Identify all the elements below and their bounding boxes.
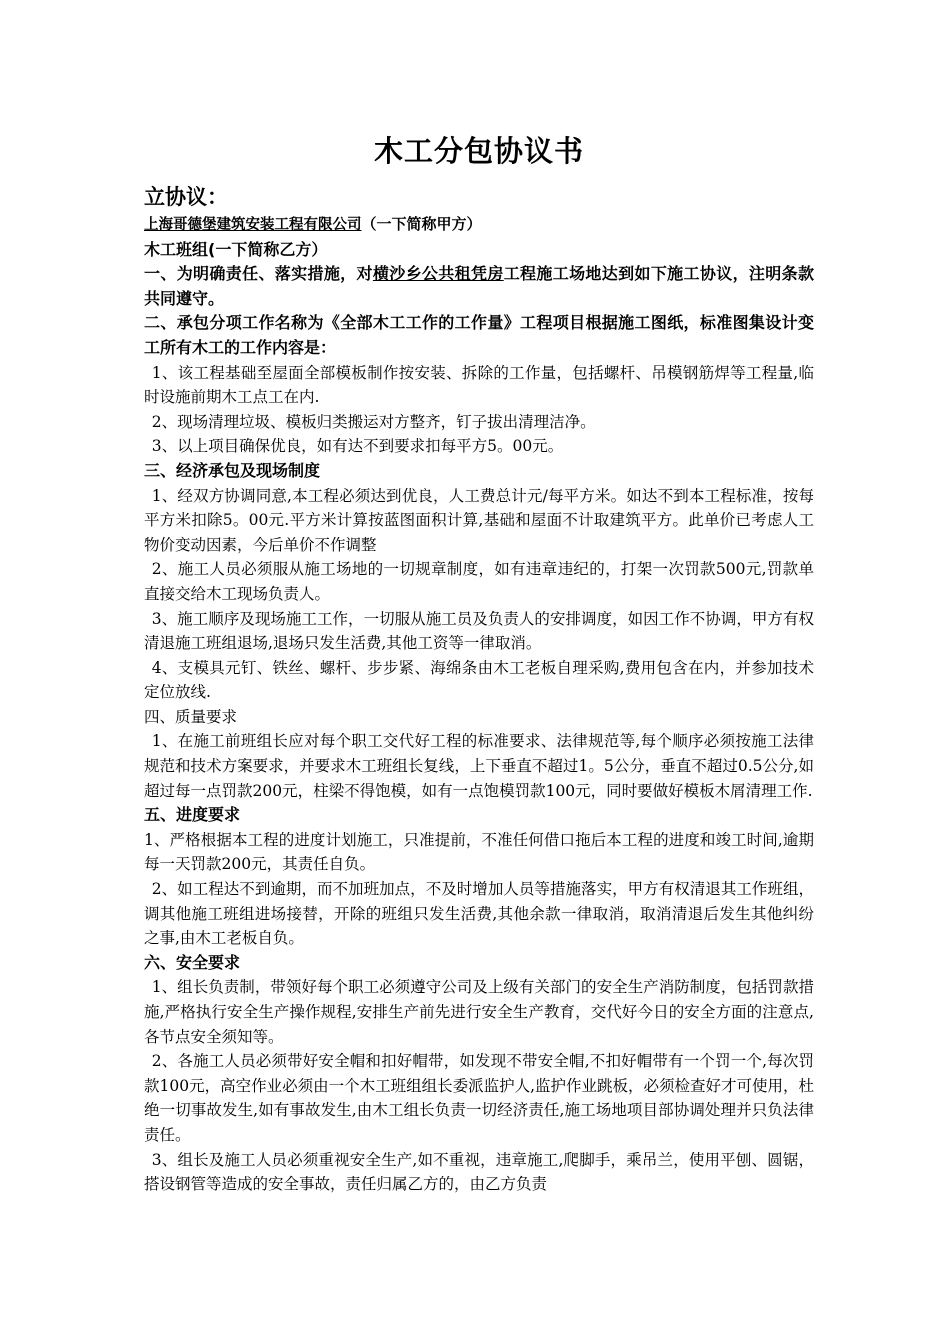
section-2-heading: 二、承包分项工作名称为《全部木工工作的工作量》工程项目根据施工图纸，标准图集设计变工所有木工的工作内容是：	[144, 313, 814, 357]
project-name: 横沙乡公共租凭房	[372, 264, 504, 284]
section-2-item: 1、该工程基础至屋面全部模板制作按安装、拆除的工作量，包括螺杆、吊模钢筋焊等工程量,临时设施前期木工点工在内.	[144, 363, 814, 407]
section-5-item: 1、严格根据本工程的进度计划施工，只准提前，不准任何借口拖后本工程的进度和竣工时间,逾期每一天罚款200元，其责任自负。	[144, 830, 814, 874]
section-5-heading: 五、进度要求	[144, 805, 241, 825]
section-3-item: 3、施工顺序及现场施工工作，一切服从施工员及负责人的安排调度，如因工作不协调，甲方有权清退施工班组退场,退场只发生活费,其他工资等一律取消。	[144, 609, 814, 653]
section-5-item: 2、如工程达不到逾期，而不加班加点，不及时增加人员等措施落实，甲方有权清退其工作班组，调其他施工班组进场接替，开除的班组只发生活费,其他余款一律取消，取消清退后发生其他纠纷之事,由木工老板自负。	[144, 880, 814, 948]
section-1-suffix: 工程施工场地达到如下施工协议，注明条款共同遵守。	[144, 264, 814, 308]
section-3-item: 1、经双方协调同意,本工程必须达到优良，人工费总计元/每平方米。如达不到本工程标准，按每平方米扣除5。00元.平方米计算按蓝图面积计算,基础和屋面不计取建筑平方。此单价已考虑人工物价变动因素，今后单价不作调整	[144, 486, 814, 554]
section-2-item: 3、以上项目确保优良，如有达不到要求扣每平方5。00元。	[151, 437, 564, 456]
section-6-item: 2、各施工人员必须带好安全帽和扣好帽带，如发现不带安全帽,不扣好帽带有一个罚一个,每次罚款100元，高空作业必须由一个木工班组组长委派监护人,监护作业跳板，必须检查好才可使用，杜绝一切事故发生,如有事故发生,由木工组长负责一切经济责任,施工场地项目部协调处理并只负法律责任。	[144, 1052, 815, 1144]
section-3-item: 2、施工人员必须服从施工场地的一切规章制度，如有违章违纪的，打架一次罚款500元,罚款单直接交给木工现场负责人。	[144, 560, 814, 603]
document-title: 木工分包协议书	[373, 134, 584, 168]
section-4-item: 1、在施工前班组长应对每个职工交代好工程的标准要求、法律规范等,每个顺序必须按施工法律规范和技术方案要求，并要求木工班组长复线，上下垂直不超过1。5公分，垂直不超过0.5公分,如超过每一点罚款200元，柱梁不得饱模，如有一点饱模罚款100元，同时要做好模板木屑清理工作.	[144, 732, 814, 800]
section-3-heading: 三、经济承包及现场制度	[144, 460, 321, 480]
party-a-line	[144, 212, 814, 238]
section-6-heading: 六、安全要求	[144, 952, 241, 972]
party-a-suffix: （一下简称甲方）	[361, 215, 482, 233]
section-1-prefix: 一、为明确责任、落实措施，对	[144, 264, 373, 284]
party-b-line: 木工班组(一下简称乙方）	[144, 239, 328, 259]
party-a-name: 上海哥德堡建筑安装工程有限公司	[144, 217, 362, 233]
section-6-item: 3、组长及施工人员必须重视安全生产,如不重视，违章施工,爬脚手，乘吊兰，使用平刨、圆锯，搭设钢管等造成的安全事故，责任归属乙方的，由乙方负责	[144, 1150, 814, 1194]
section-4-heading: 四、质量要求	[144, 707, 238, 726]
section-3-item: 4、支模具元钉、铁丝、螺杆、步步紧、海绵条由木工老板自理采购,费用包含在内，并参加技术定位放线.	[144, 658, 814, 702]
section-2-item: 2、现场清理垃圾、模板归类搬运对方整齐，钉子拔出清理洁净。	[151, 412, 596, 431]
intro-heading: 立协议：	[144, 185, 228, 209]
section-1	[144, 262, 814, 311]
document-body	[144, 130, 814, 1197]
section-6-item: 1、组长负责制，带领好每个职工必须遵守公司及上级有关部门的安全生产消防制度，包括罚款措施,严格执行安全生产操作规程,安排生产前先进行安全生产教育，交代好今日的安全方面的注意点,各节点安全须知等。	[144, 978, 814, 1046]
